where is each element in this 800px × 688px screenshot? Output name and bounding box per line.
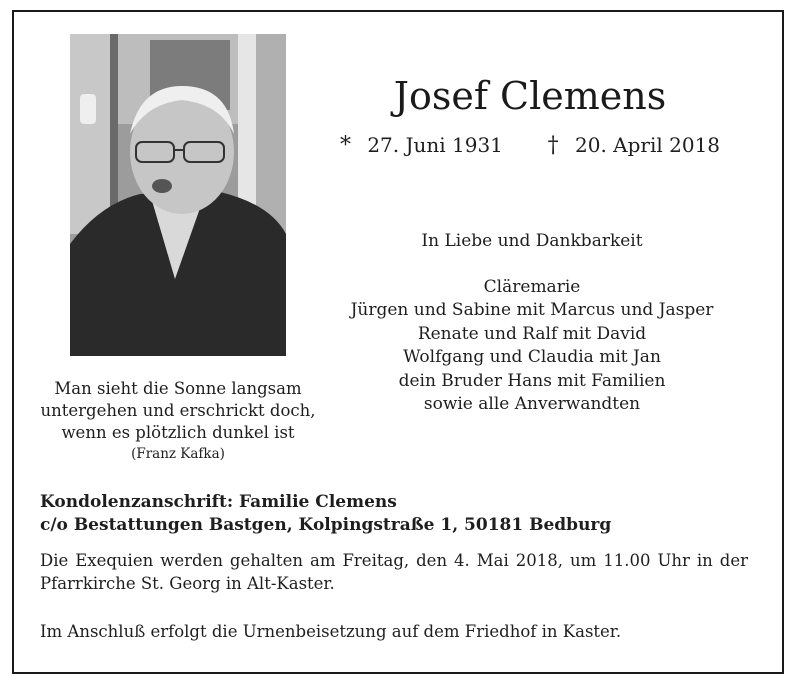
exequien-paragraph: Die Exequien werden gehalten am Freitag, den 4. Mai 2018, um 11.00 Uhr in der Pfarrkirche St. Georg in Alt-Kaster. [40, 551, 748, 593]
quote-author: (Franz Kafka) [131, 446, 225, 462]
mourner-line: Renate und Ralf mit David [417, 323, 647, 344]
mourner-line: Wolfgang und Claudia mit Jan [403, 347, 661, 367]
death-cross-icon: † [547, 133, 559, 158]
deceased-name: Josef Clemens [393, 74, 667, 118]
mourners-block [330, 230, 734, 417]
address-line-1: Kondolenzanschrift: Familie Clemens [40, 492, 397, 512]
condolence-address [40, 491, 760, 537]
address-line-2: c/o Bestattungen Bastgen, Kolpingstraße 1, 50181 Bedburg [40, 515, 612, 535]
dedication-line: In Liebe und Dankbarkeit [421, 231, 643, 251]
memorial-quote [28, 378, 328, 464]
quote-line: wenn es plötzlich dunkel ist [61, 423, 295, 442]
burial-paragraph: Im Anschluß erfolgt die Urnenbeisetzung auf dem Friedhof in Kaster. [40, 622, 622, 641]
death-date: 20. April 2018 [575, 133, 721, 157]
portrait-photo [70, 34, 286, 356]
quote-line: untergehen und erschrickt doch, [40, 401, 316, 420]
birth-symbol: * [339, 133, 351, 158]
life-dates [330, 132, 730, 159]
mourner-line: Cläremarie [483, 276, 581, 297]
mourner-line: sowie alle Anverwandten [423, 394, 641, 414]
mourner-line: Jürgen und Sabine mit Marcus und Jasper [350, 300, 714, 320]
birth-date: 27. Juni 1931 [367, 133, 503, 157]
quote-line: Man sieht die Sonne langsam [54, 379, 302, 398]
mourner-line: dein Bruder Hans mit Familien [398, 370, 666, 391]
